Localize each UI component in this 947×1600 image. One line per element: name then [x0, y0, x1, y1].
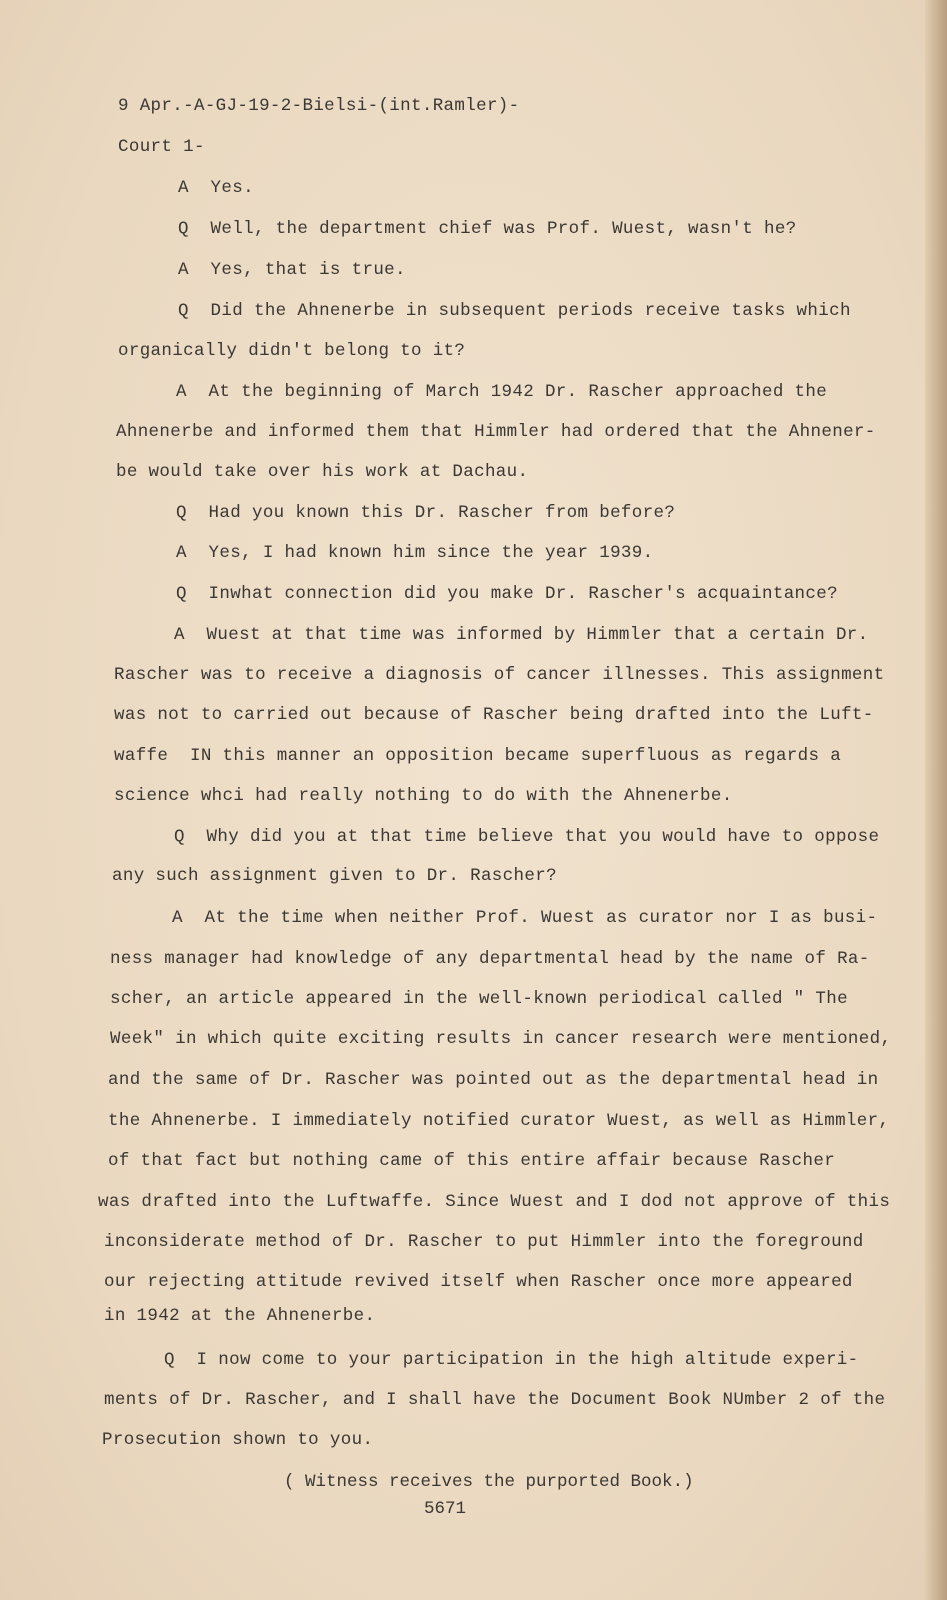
text-line: any such assignment given to Dr. Rascher?	[112, 866, 557, 886]
text-line: Q Why did you at that time believe that you would have to oppose	[174, 827, 880, 847]
page-edge-shadow	[925, 0, 947, 1600]
text-line: A At the beginning of March 1942 Dr. Rascher approached the	[176, 382, 828, 402]
header-court: Court 1-	[118, 137, 205, 157]
text-line: scher, an article appeared in the well-known periodical called " The	[110, 989, 848, 1009]
text-line: Q I now come to your participation in the high altitude experi-	[164, 1350, 859, 1370]
text-line: our rejecting attitude revived itself when Rascher once more appeared	[104, 1272, 853, 1292]
text-line: A Yes.	[178, 178, 254, 198]
text-line: waffe IN this manner an opposition became superfluous as regards a	[114, 746, 842, 766]
text-line: science whci had really nothing to do with the Ahnenerbe.	[114, 786, 733, 806]
text-line: Q Had you known this Dr. Rascher from before?	[176, 503, 676, 523]
text-line: A Yes, that is true.	[178, 260, 406, 280]
text-line: inconsiderate method of Dr. Rascher to put Himmler into the foreground	[104, 1232, 864, 1252]
text-line: in 1942 at the Ahnenerbe.	[104, 1306, 376, 1326]
text-line: Rascher was to receive a diagnosis of cancer illnesses. This assignment	[114, 665, 885, 685]
text-line: Q Inwhat connection did you make Dr. Rascher's acquaintance?	[176, 584, 838, 604]
text-line: Ahnenerbe and informed them that Himmler had ordered that the Ahnener-	[116, 422, 876, 442]
text-line: was not to carried out because of Rascher being drafted into the Luft-	[114, 705, 874, 725]
text-line: be would take over his work at Dachau.	[116, 462, 529, 482]
text-line: A At the time when neither Prof. Wuest as curator nor I as busi-	[172, 908, 878, 928]
text-line: ments of Dr. Rascher, and I shall have the Document Book NUmber 2 of the	[104, 1390, 886, 1410]
header-line: 9 Apr.-A-GJ-19-2-Bielsi-(int.Ramler)-	[118, 96, 520, 116]
stage-direction: ( Witness receives the purported Book.)	[284, 1472, 694, 1492]
text-line: organically didn't belong to it?	[118, 341, 466, 361]
text-line: A Wuest at that time was informed by Himmler that a certain Dr.	[174, 625, 869, 645]
text-line: ness manager had knowledge of any departmental head by the name of Ra-	[110, 949, 870, 969]
text-line: and the same of Dr. Rascher was pointed out as the departmental head in	[108, 1070, 879, 1090]
text-line: was drafted into the Luftwaffe. Since Wuest and I dod not approve of this	[98, 1192, 891, 1212]
page-number: 5671	[424, 1499, 467, 1519]
text-line: Q Did the Ahnenerbe in subsequent periods receive tasks which	[178, 301, 851, 321]
text-line: Q Well, the department chief was Prof. Wuest, wasn't he?	[178, 219, 797, 239]
text-line: the Ahnenerbe. I immediately notified curator Wuest, as well as Himmler,	[108, 1111, 890, 1131]
text-line: Prosecution shown to you.	[102, 1430, 374, 1450]
text-line: Week" in which quite exciting results in cancer research were mentioned,	[110, 1029, 892, 1049]
text-line: of that fact but nothing came of this entire affair because Rascher	[108, 1151, 836, 1171]
text-line: A Yes, I had known him since the year 1939.	[176, 543, 654, 563]
